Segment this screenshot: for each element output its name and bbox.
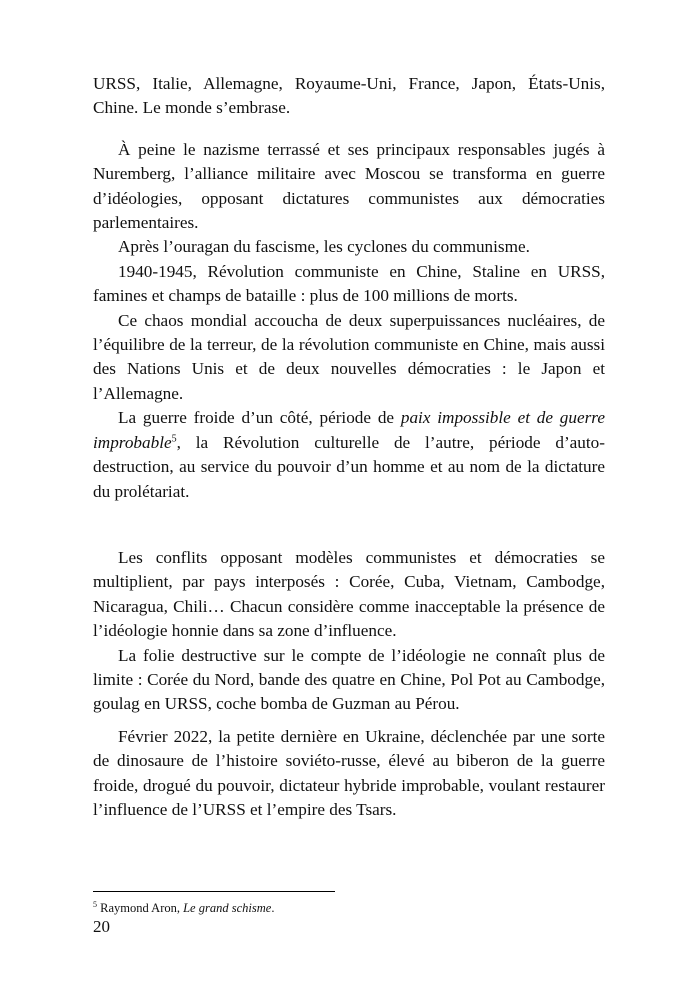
guerre-froide-text-b: , la Révolution culturelle de l’autre, période d’auto-destruction, au service du pouvoir d’un homme et au nom de la dictature du prolétariat. [93, 432, 605, 501]
paragraph-intro: URSS, Italie, Allemagne, Royaume-Uni, France, Japon, États-Unis, Chine. Le monde s’embrase. [93, 74, 605, 118]
footnote-end: . [271, 901, 275, 915]
paragraph-chaos-mondial: Ce chaos mondial accoucha de deux superpuissances nucléaires, de l’équilibre de la terreur, de la révolution communiste en Chine, mais aussi des Nations Unis et de deux nouvelles démocraties : le Japon et l’Allemagne. [93, 310, 605, 403]
guerre-froide-text-a: La guerre froide d’un côté, période de [118, 408, 401, 428]
footnote-marker: 5 [93, 899, 97, 909]
footnote [93, 900, 274, 916]
paragraph-ouragan: Après l’ouragan du fascisme, les cyclones du communisme. [118, 237, 530, 257]
paragraph-ukraine: Février 2022, la petite dernière en Ukraine, déclenchée par une sorte de dinosaure de l’histoire soviéto-russe, élevé au biberon de la guerre froide, drogué du pouvoir, dictateur hybride improbable, voulant restaurer l’influence de l’URSS et l’empire des Tsars. [93, 726, 605, 819]
footnote-author: Raymond Aron, [100, 901, 184, 915]
paragraph-conflits: Les conflits opposant modèles communistes et démocraties se multiplient, par pays interposés : Corée, Cuba, Vietnam, Cambodge, Nicaragua, Chili… Chacun considère comme inacceptable la présence de l’idéologie honnie dans sa zone d’influence. [93, 547, 605, 641]
footnote-rule [93, 891, 335, 892]
paragraph-guerre-froide [93, 406, 605, 504]
page-number: 20 [93, 917, 110, 936]
paragraph-folie-destructive: La folie destructive sur le compte de l’idéologie ne connaît plus de limite : Corée du Nord, bande des quatre en Chine, Pol Pot au Cambodge, goulag en URSS, coche bomba de Guzman au Pérou. [93, 645, 605, 714]
paragraph-1940-1945: 1940-1945, Révolution communiste en Chine, Staline en URSS, famines et champs de bataille : plus de 100 millions de morts. [93, 261, 605, 306]
footnote-title: Le grand schisme [183, 901, 272, 915]
italic-quote: paix impossible et de guerre improbable [93, 408, 605, 452]
page-body [93, 72, 605, 822]
footnote-ref: 5 [171, 432, 177, 444]
paragraph-nuremberg: À peine le nazisme terrassé et ses principaux responsables jugés à Nuremberg, l’alliance militaire avec Moscou se transforma en guerre d’idéologies, opposant dictatures communistes aux démocraties parlementaires. [93, 139, 605, 233]
